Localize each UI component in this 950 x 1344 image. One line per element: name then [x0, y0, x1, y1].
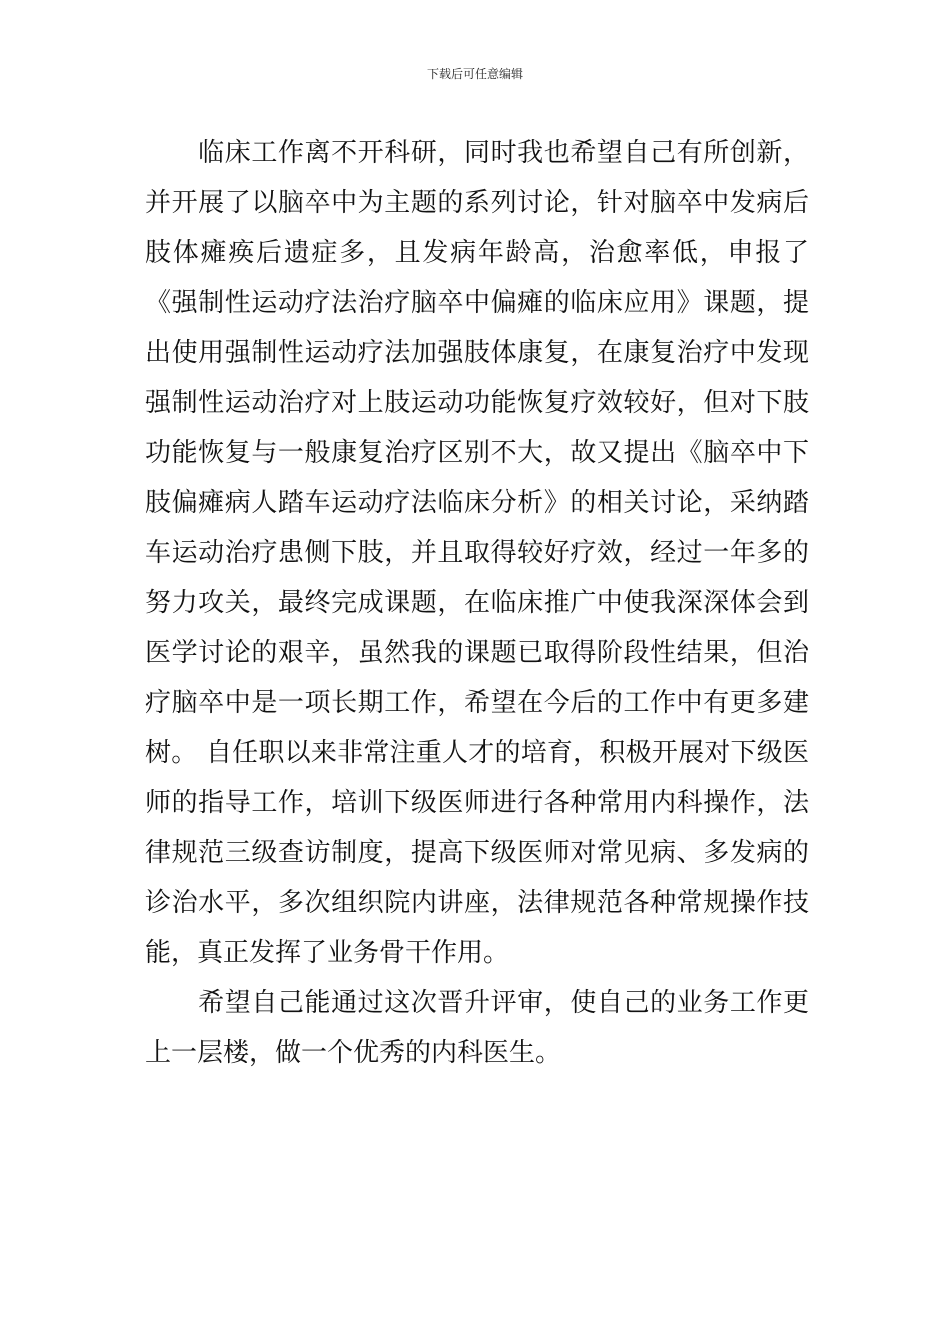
text-line: 《强制性运动疗法治疗脑卒中偏瘫的临床应用》课题，提: [145, 288, 809, 318]
text-line: 肢偏瘫病人踏车运动疗法临床分析》的相关讨论，采纳踏: [145, 488, 809, 518]
text-line: 临床工作离不开科研，同时我也希望自己有所创新，: [145, 138, 809, 168]
text-line: 车运动治疗患侧下肢，并且取得较好疗效，经过一年多的: [145, 538, 809, 568]
text-line: 肢体瘫痪后遗症多，且发病年龄高，治愈率低，申报了: [145, 238, 809, 268]
text-line: 律规范三级查访制度，提高下级医师对常见病、多发病的: [145, 838, 809, 868]
document-body: [145, 128, 809, 1078]
text-line: 并开展了以脑卒中为主题的系列讨论，针对脑卒中发病后: [145, 188, 809, 218]
text-line: 出使用强制性运动疗法加强肢体康复，在康复治疗中发现: [145, 338, 809, 368]
text-line: 师的指导工作，培训下级医师进行各种常用内科操作，法: [145, 788, 809, 818]
paragraph-closing: [145, 978, 809, 1078]
text-line: 上一层楼，做一个优秀的内科医生。: [145, 1038, 562, 1068]
paragraph-research: [145, 128, 809, 978]
page-header: 下载后可任意编辑: [426, 67, 523, 81]
text-line: 努力攻关，最终完成课题，在临床推广中使我深深体会到: [145, 588, 809, 618]
text-line: 医学讨论的艰辛，虽然我的课题已取得阶段性结果，但治: [145, 638, 809, 668]
text-line: 希望自己能通过这次晋升评审，使自己的业务工作更: [145, 988, 809, 1018]
text-line: 能，真正发挥了业务骨干作用。: [145, 938, 510, 968]
text-line: 树。 自任职以来非常注重人才的培育，积极开展对下级医: [145, 738, 809, 768]
text-line: 功能恢复与一般康复治疗区别不大，故又提出《脑卒中下: [145, 438, 809, 468]
text-line: 诊治水平，多次组织院内讲座，法律规范各种常规操作技: [145, 888, 809, 918]
text-line: 疗脑卒中是一项长期工作，希望在今后的工作中有更多建: [145, 688, 809, 718]
text-line: 强制性运动治疗对上肢运动功能恢复疗效较好，但对下肢: [145, 388, 809, 418]
